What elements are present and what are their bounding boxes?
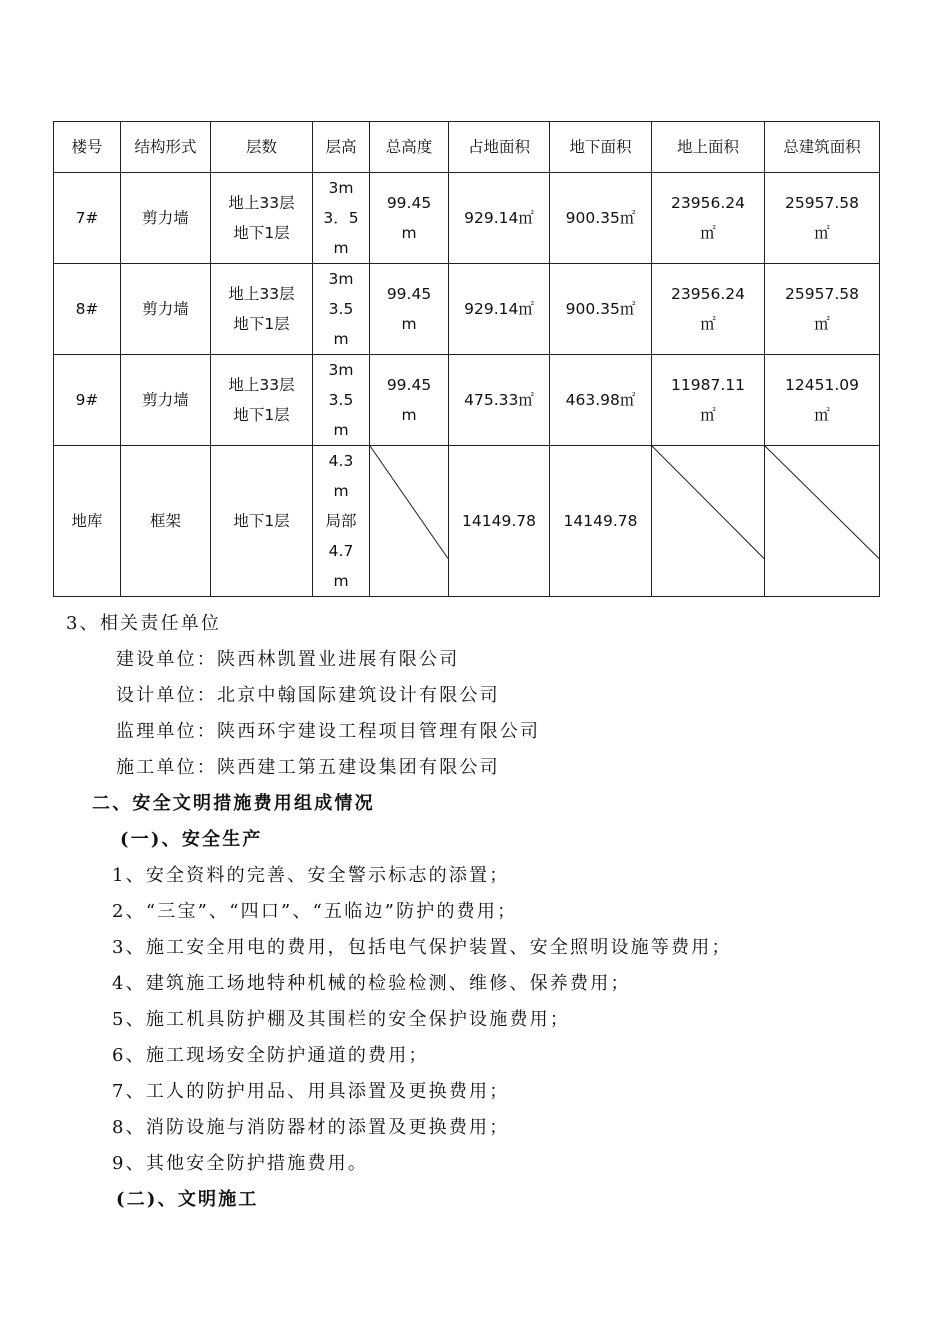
floor-height-cell: 3m 3.5 m (313, 264, 370, 355)
empty-diagonal-cell (370, 446, 449, 597)
diagonal-line (370, 446, 448, 596)
above-area-cell: 11987.11 ㎡ (652, 355, 765, 446)
header-cell: 结构形式 (121, 122, 211, 173)
underground-area-cell: 900.35㎡ (550, 173, 652, 264)
underground-area-cell: 900.35㎡ (550, 264, 652, 355)
empty-diagonal-cell (765, 446, 880, 597)
list-item: 2、“三宝”、“四口”、“五临边”防护的费用； (112, 901, 518, 922)
list-item: 9、其他安全防护措施费用。 (112, 1153, 369, 1174)
gross-area-cell: 25957.58 ㎡ (765, 173, 880, 264)
construction-unit-line: 建设单位：陕西林凯置业进展有限公司 (116, 649, 460, 670)
table-header-row (54, 122, 880, 173)
building-no-cell: 8# (54, 264, 121, 355)
above-area-cell: 23956.24 ㎡ (652, 173, 765, 264)
floor-height-cell: 3m 3．5 m (313, 173, 370, 264)
structure-cell: 剪力墙 (121, 173, 211, 264)
table-row-garage (54, 446, 880, 597)
list-item: 4、建筑施工场地特种机械的检验检测、维修、保养费用； (112, 973, 631, 994)
section-two-title: 二、安全文明措施费用组成情况 (92, 793, 375, 814)
structure-cell: 剪力墙 (121, 355, 211, 446)
building-table (53, 121, 880, 597)
header-cell: 地上面积 (652, 122, 765, 173)
floor-height-cell: 3m 3.5 m (313, 355, 370, 446)
total-height-cell: 99.45 m (370, 173, 449, 264)
building-no-cell: 7# (54, 173, 121, 264)
building-no-cell: 地库 (54, 446, 121, 597)
list-item: 6、施工现场安全防护通道的费用； (112, 1045, 429, 1066)
building-no-cell: 9# (54, 355, 121, 446)
underground-area-cell: 14149.78 (550, 446, 652, 597)
underground-area-cell: 463.98㎡ (550, 355, 652, 446)
design-unit-line: 设计单位：北京中翰国际建筑设计有限公司 (116, 685, 500, 706)
header-cell: 总高度 (370, 122, 449, 173)
supervision-unit-line: 监理单位：陕西环宇建设工程项目管理有限公司 (116, 721, 541, 742)
land-area-cell: 929.14㎡ (449, 173, 550, 264)
header-cell: 占地面积 (449, 122, 550, 173)
header-cell: 地下面积 (550, 122, 652, 173)
civilized-construction-heading: (二)、文明施工 (116, 1189, 259, 1210)
contractor-unit-line: 施工单位：陕西建工第五建设集团有限公司 (116, 757, 500, 778)
above-area-cell: 23956.24 ㎡ (652, 264, 765, 355)
header-cell: 总建筑面积 (765, 122, 880, 173)
total-height-cell: 99.45 m (370, 355, 449, 446)
total-height-cell: 99.45 m (370, 264, 449, 355)
list-item: 3、施工安全用电的费用，包括电气保护装置、安全照明设施等费用； (112, 937, 732, 958)
diagonal-line (765, 446, 879, 596)
header-cell: 楼号 (54, 122, 121, 173)
floors-cell: 地上33层 地下1层 (211, 173, 313, 264)
safety-production-heading: (一)、安全生产 (120, 829, 263, 850)
list-item: 5、施工机具防护棚及其围栏的安全保护设施费用； (112, 1009, 571, 1030)
table-row (54, 264, 880, 355)
floors-cell: 地上33层 地下1层 (211, 264, 313, 355)
header-cell: 层高 (313, 122, 370, 173)
land-area-cell: 929.14㎡ (449, 264, 550, 355)
empty-diagonal-cell (652, 446, 765, 597)
floors-cell: 地上33层 地下1层 (211, 355, 313, 446)
header-cell: 层数 (211, 122, 313, 173)
list-item: 8、消防设施与消防器材的添置及更换费用； (112, 1117, 510, 1138)
land-area-cell: 475.33㎡ (449, 355, 550, 446)
table-row (54, 173, 880, 264)
gross-area-cell: 12451.09 ㎡ (765, 355, 880, 446)
list-item: 7、工人的防护用品、用具添置及更换费用； (112, 1081, 510, 1102)
section3-title: 3、相关责任单位 (66, 613, 222, 634)
floor-height-cell: 4.3 m 局部 4.7 m (313, 446, 370, 597)
floors-cell: 地下1层 (211, 446, 313, 597)
diagonal-line (652, 446, 764, 596)
structure-cell: 剪力墙 (121, 264, 211, 355)
land-area-cell: 14149.78 (449, 446, 550, 597)
table-row (54, 355, 880, 446)
structure-cell: 框架 (121, 446, 211, 597)
gross-area-cell: 25957.58 ㎡ (765, 264, 880, 355)
list-item: 1、安全资料的完善、安全警示标志的添置； (112, 865, 510, 886)
